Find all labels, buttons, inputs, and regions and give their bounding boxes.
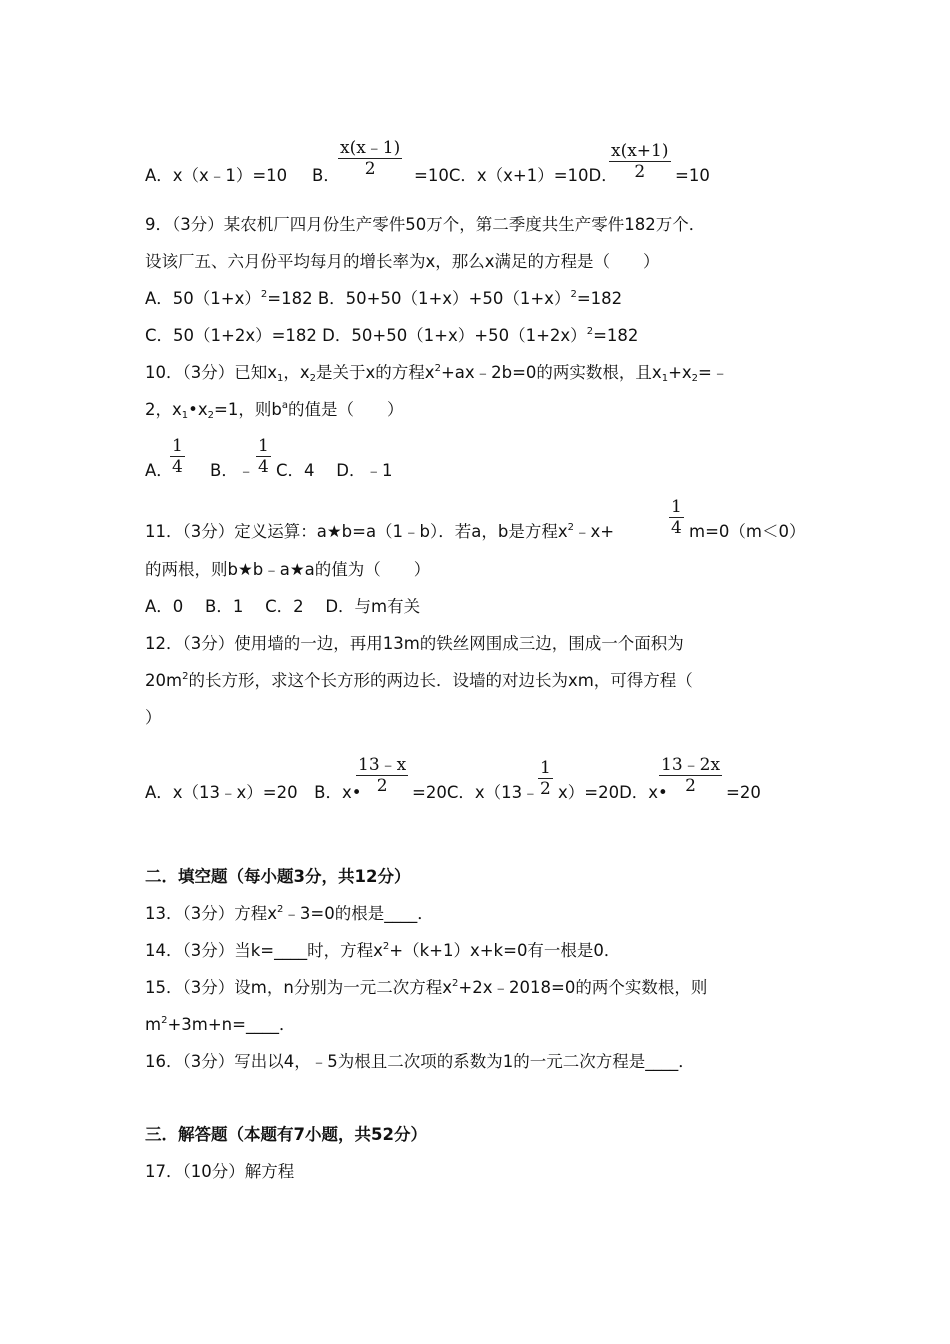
text-run: ﹣x+ [574, 522, 615, 541]
text-run: 10．（3分）已知x [145, 363, 278, 382]
text-run: +2x﹣2018=0的两个实数根，则 [458, 978, 708, 997]
fraction-denominator: 2 [364, 159, 376, 179]
q8-option-a: A．x（x﹣1）=10 [145, 166, 288, 185]
text-run: +x [668, 363, 692, 382]
fraction-numerator: 13﹣x [358, 755, 407, 775]
text-run: +ax﹣2b=0的两实数根，且x [440, 363, 662, 382]
superscript: 2 [260, 289, 268, 300]
q10-option-a-prefix: A． [145, 461, 173, 480]
superscript: 2 [567, 522, 575, 533]
superscript: 2 [452, 978, 459, 989]
subscript: 1 [661, 373, 669, 384]
q11-stem-start [145, 522, 614, 542]
fraction-numerator: 13﹣2x [661, 755, 721, 775]
text-run: =182 [576, 289, 623, 308]
q12-option-a: A．x（13﹣x）=20 B．x• [145, 783, 362, 802]
fraction-numerator: 1 [540, 758, 551, 778]
q9-options-cd [145, 326, 638, 346]
subscript: 1 [181, 410, 189, 421]
q9-stem-line1: 9．（3分）某农机厂四月份生产零件50万个，第二季度共生产零件182万个． [145, 215, 706, 234]
fraction-denominator: 4 [172, 457, 183, 477]
text-run: =182 [593, 326, 639, 345]
section2-heading: 二．填空题（每小题3分，共12分） [145, 867, 411, 886]
fraction-denominator: 4 [258, 457, 269, 477]
q12-option-c-suffix: x）=20D．x• [558, 783, 668, 802]
q10-stem-line2 [145, 400, 403, 420]
q11-fraction [669, 497, 684, 538]
text-run: 13．（3分）方程x [145, 904, 278, 923]
q12-option-d-suffix: =20 [726, 783, 761, 802]
text-run: m [145, 1015, 162, 1034]
text-run: 是关于x的方程x [316, 363, 435, 382]
text-run: 14．（3分）当k=____时，方程x [145, 941, 383, 960]
section3-heading: 三．解答题（本题有7小题，共52分） [145, 1125, 427, 1144]
q8-option-b-suffix: =10C．x（x+1）=10D． [414, 166, 618, 185]
text-run: 20m [145, 671, 183, 690]
fraction-numerator: x(x+1) [611, 141, 669, 161]
fraction-denominator: 2 [376, 776, 388, 796]
subscript: 2 [309, 373, 317, 384]
q11-stem-end: m=0（m＜0） [689, 522, 806, 541]
q15-line1 [145, 978, 707, 998]
fraction-denominator: 2 [685, 776, 696, 796]
q14 [145, 941, 620, 961]
fraction-numerator: 1 [172, 436, 183, 456]
text-run: 11．（3分）定义运算：a★b=a（1﹣b）．若a，b是方程x [145, 522, 568, 541]
text-run: ﹣3=0的根是____． [283, 904, 434, 923]
q8-option-d-fraction [609, 141, 671, 182]
text-run: ，x [283, 363, 310, 382]
fraction-numerator: x(x﹣1) [340, 138, 401, 158]
q8-option-d-suffix: =10 [675, 166, 710, 185]
text-run: •x [188, 400, 208, 419]
q12-stem-line3: ） [145, 708, 162, 727]
q12-stem-line2 [145, 671, 693, 691]
text-run: 的值是（ ） [287, 400, 404, 419]
fraction-denominator: 2 [540, 779, 551, 799]
q12-stem-line1: 12．（3分）使用墙的一边，再用13m的铁丝网围成三边，围成一个面积为 [145, 634, 684, 653]
superscript: 2 [161, 1015, 168, 1026]
text-run: =1，则b [214, 400, 282, 419]
subscript: 1 [277, 373, 284, 384]
q9-stem-line2: 设该厂五、六月份平均每月的增长率为x，那么x满足的方程是（ ） [145, 252, 660, 271]
fraction-denominator: 4 [671, 518, 682, 538]
text-run: =182 B．50+50（1+x）+50（1+x） [267, 289, 571, 308]
subscript: 2 [691, 373, 699, 384]
q10-options-cd: C．4 D．﹣1 [276, 461, 393, 480]
text-run: A．50（1+x） [145, 289, 261, 308]
text-run: 2，x [145, 400, 182, 419]
superscript: 2 [570, 289, 577, 300]
q12-option-b-suffix: =20C．x（13﹣ [412, 783, 539, 802]
q17: 17．（10分）解方程 [145, 1162, 295, 1181]
q10-option-b-prefix: B．﹣ [210, 461, 255, 480]
text-run: 的长方形，求这个长方形的两边长．设墙的对边长为xm，可得方程（ [188, 671, 693, 690]
fraction-numerator: 1 [671, 497, 682, 517]
superscript: 2 [277, 904, 284, 915]
q10-option-b-fraction [256, 436, 271, 477]
fraction-denominator: 2 [634, 162, 646, 182]
q10-option-a-fraction [170, 436, 185, 477]
q16: 16．（3分）写出以4，﹣5为根且二次项的系数为1的一元二次方程是____． [145, 1052, 695, 1071]
q10-stem-line1 [145, 363, 728, 383]
q8-option-b-fraction [338, 138, 402, 179]
q11-options: A．0 B．1 C．2 D．与m有关 [145, 597, 421, 616]
text-run: +3m+n=____． [167, 1015, 296, 1034]
q12-option-c-fraction [538, 758, 553, 799]
superscript: 2 [382, 941, 390, 952]
q9-options-ab [145, 289, 622, 309]
q12-option-b-fraction [356, 755, 408, 796]
q11-stem-line2: 的两根，则b★b﹣a★a的值为（ ） [145, 560, 431, 579]
text-run: +（k+1）x+k=0有一根是0． [389, 941, 621, 960]
q15-line2 [145, 1015, 295, 1035]
q12-option-d-fraction [659, 755, 722, 796]
superscript: 2 [434, 363, 441, 374]
superscript: a [281, 400, 288, 411]
superscript: 2 [182, 671, 189, 682]
superscript: 2 [586, 326, 594, 337]
fraction-numerator: 1 [258, 436, 269, 456]
text-run: =﹣ [698, 363, 729, 382]
subscript: 2 [207, 410, 215, 421]
q13 [145, 904, 434, 924]
text-run: 15．（3分）设m，n分别为一元二次方程x [145, 978, 453, 997]
text-run: C．50（1+2x）=182 D．50+50（1+x）+50（1+2x） [145, 326, 587, 345]
q8-option-b-prefix: B． [312, 166, 340, 185]
